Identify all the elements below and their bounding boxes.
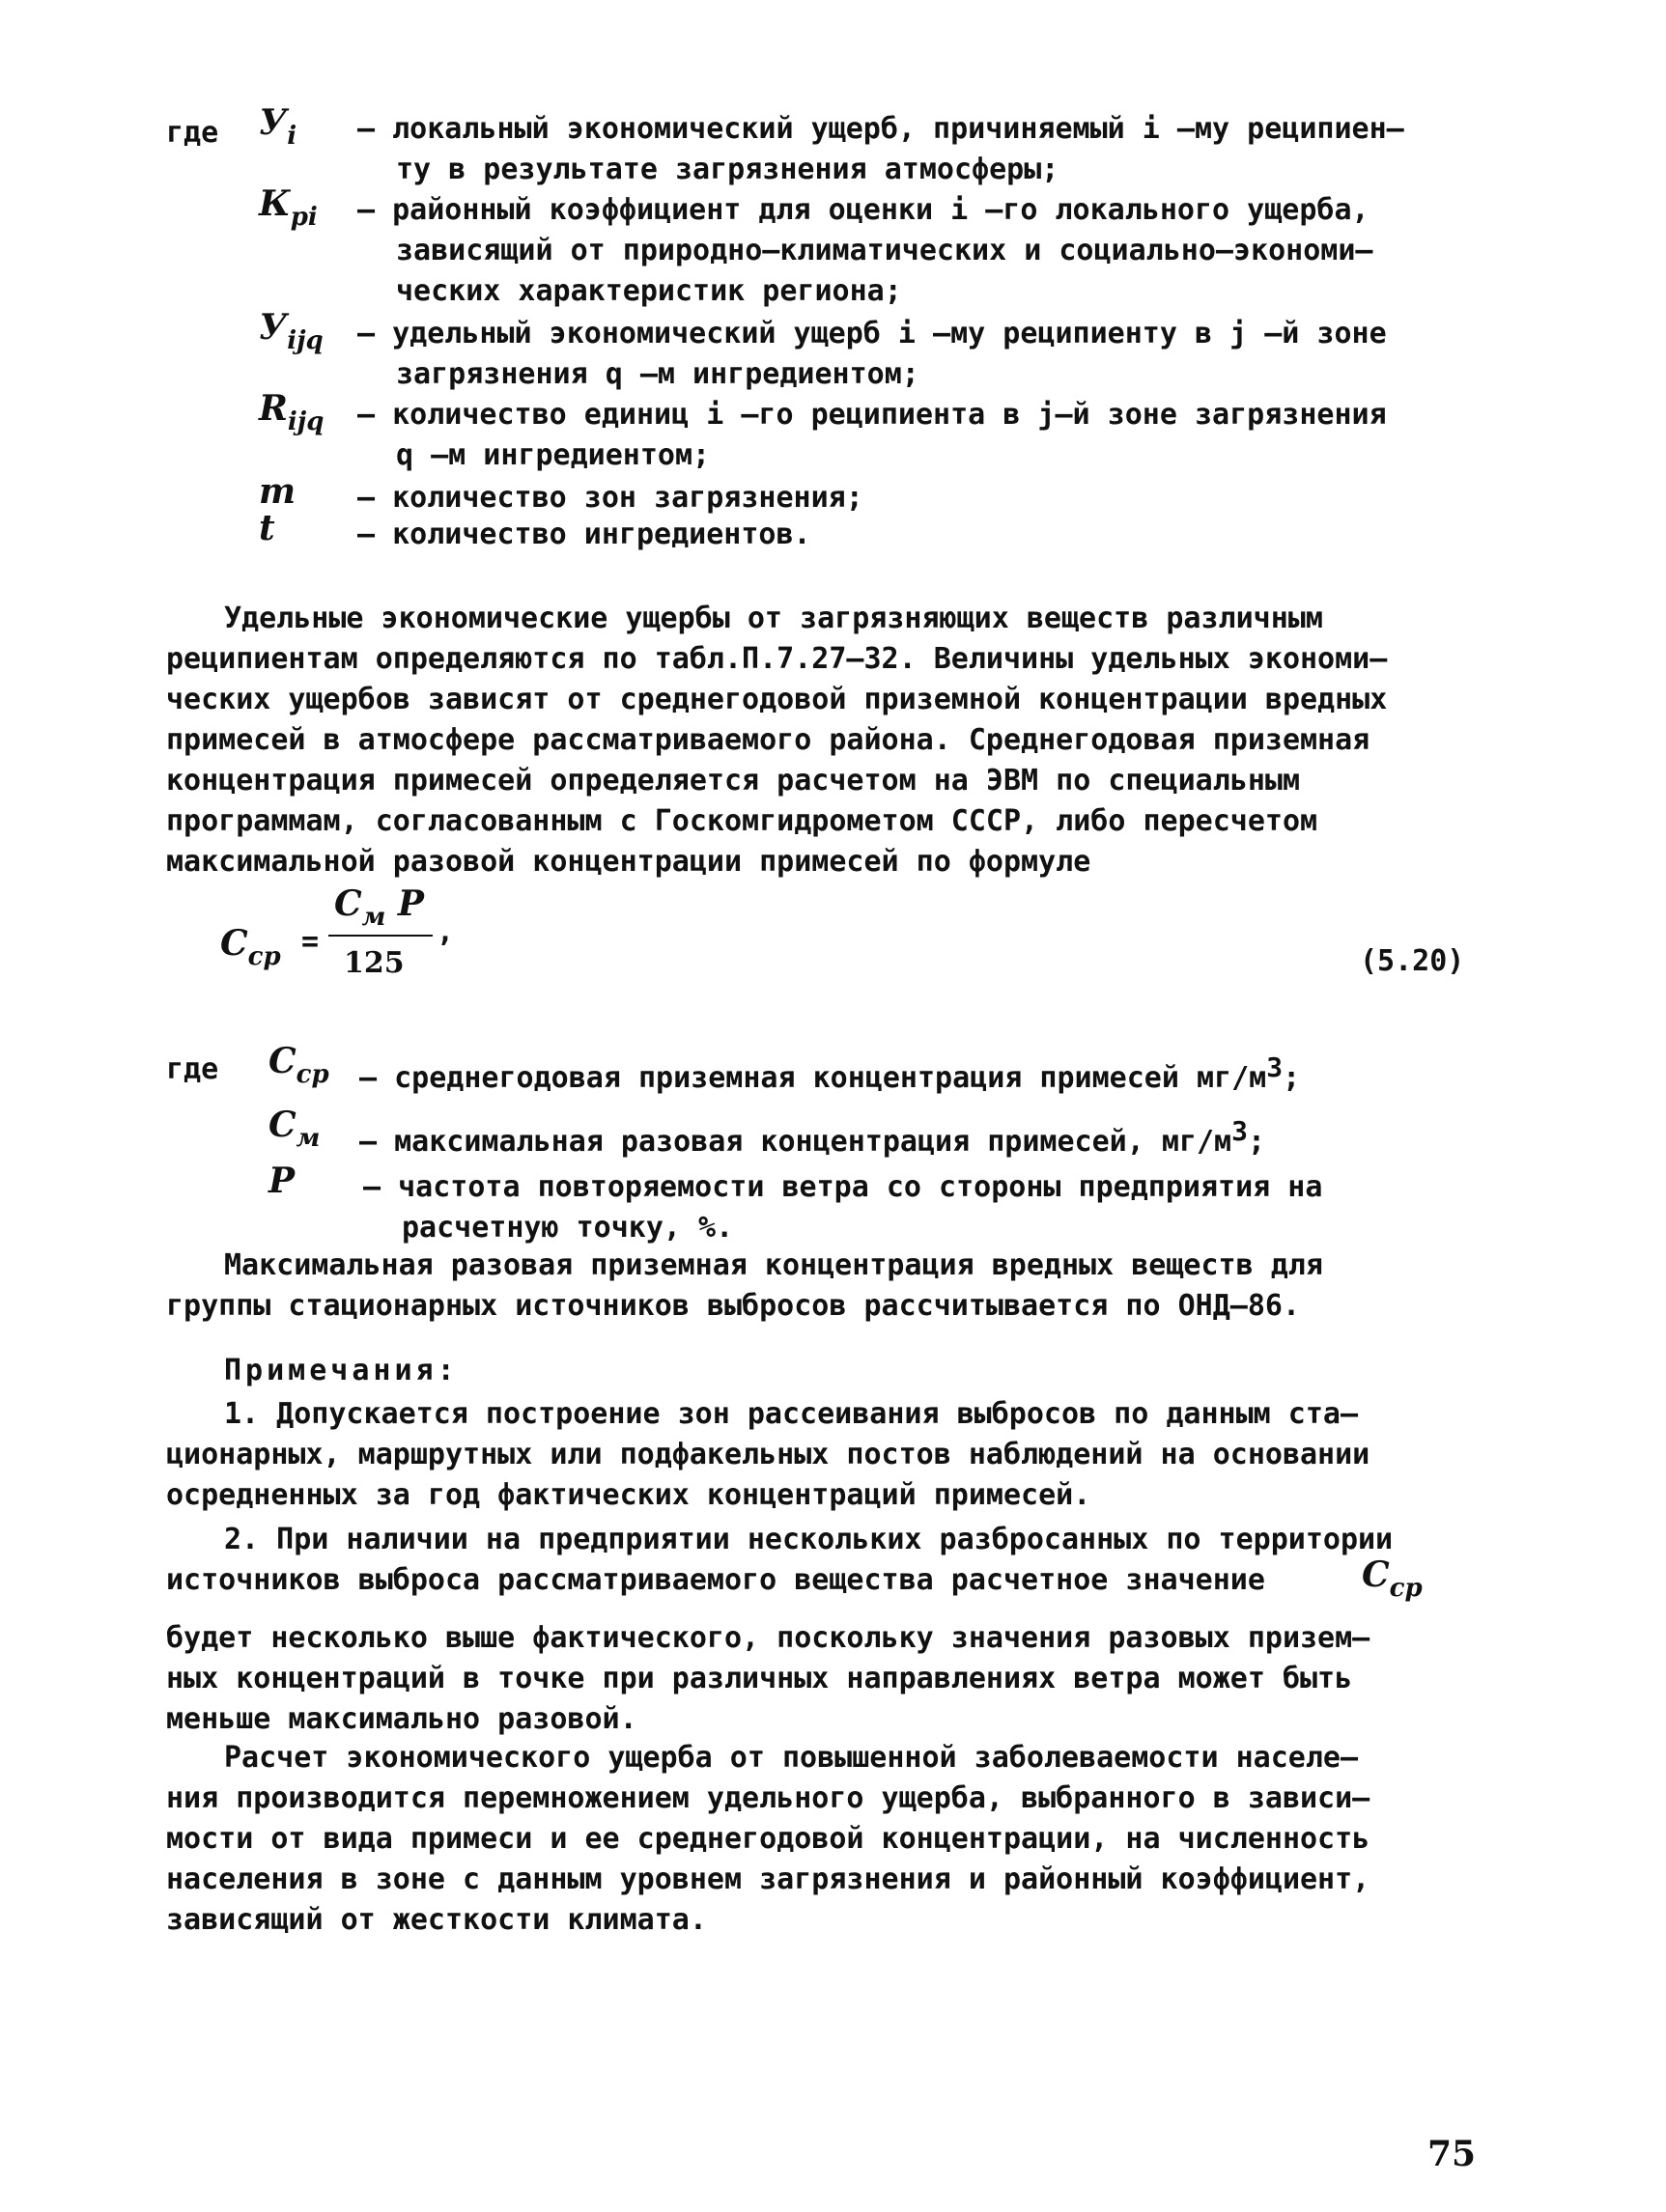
note1-line: осредненных за год фактических концентраций примесей. bbox=[166, 1478, 1091, 1512]
para1-line: программам, согласованным с Госкомгидрометом СССР, либо пересчетом bbox=[166, 804, 1318, 838]
para1-line: максимальной разовой концентрации примесей по формуле bbox=[166, 845, 1091, 879]
note2-line: 2. При наличии на предприятии нескольких разбросанных по территории bbox=[224, 1523, 1394, 1556]
paragraph-illness-damage bbox=[166, 1738, 1499, 1941]
formula-equals: = bbox=[301, 925, 320, 959]
definition-text: – локальный экономический ущерб, причиняемый i –му реципиен– bbox=[357, 112, 1404, 146]
definition-symbol: $У_{ijq}$ bbox=[259, 307, 324, 355]
definition-symbol: t bbox=[259, 508, 275, 548]
definition-text: – районный коэффициент для оценки i –го локального ущерба, bbox=[357, 193, 1370, 227]
where-label-2: где bbox=[166, 1052, 219, 1086]
definition-text: ту в результате загрязнения атмосферы; bbox=[396, 153, 1059, 186]
formula-denominator: 125 bbox=[344, 946, 405, 980]
note2-rest-line: ных концентраций в точке при различных направлениях ветра может быть bbox=[166, 1662, 1353, 1695]
para2-line: Максимальная разовая приземная концентрация вредных веществ для bbox=[224, 1248, 1323, 1282]
para3-line: населения в зоне с данным уровнем загрязнения и районный коэффициент, bbox=[166, 1862, 1370, 1896]
definition-text: – удельный экономический ущерб i –му реципиенту в j –й зоне bbox=[357, 317, 1387, 350]
note-2-first bbox=[166, 1520, 1499, 1601]
definition-text: – максимальная разовая концентрация примесей, $мг/м^3$; bbox=[359, 1115, 1265, 1159]
formula-comma: , bbox=[437, 915, 455, 949]
para3-line: ния производится перемножением удельного ущерба, выбранного в зависи– bbox=[166, 1781, 1370, 1815]
note-2-rest bbox=[166, 1618, 1499, 1740]
paragraph-concentration bbox=[166, 599, 1499, 882]
definition-symbol: $R_{ijq}$ bbox=[259, 388, 325, 436]
definition-symbol: $C_м$ bbox=[268, 1105, 321, 1153]
definition-text: зависящий от природно–климатических и социально–экономи– bbox=[396, 234, 1373, 267]
note2-line: источников выброса рассматриваемого вещества расчетное значение bbox=[166, 1563, 1265, 1597]
definition-symbol: $К_{pi}$ bbox=[259, 183, 318, 232]
para3-line: мости от вида примеси и ее среднегодовой концентрации, на численность bbox=[166, 1822, 1370, 1856]
formula-lhs: $C_{ср}$ bbox=[220, 923, 281, 971]
definition-text: – частота повторяемости ветра со стороны предприятия на bbox=[363, 1170, 1323, 1204]
para1-line: концентрация примесей определяется расчетом на ЭВМ по специальным bbox=[166, 764, 1300, 798]
para3-line: зависящий от жесткости климата. bbox=[166, 1903, 707, 1937]
definition-symbol: $C_{ср}$ bbox=[268, 1041, 329, 1089]
definition-text: ческих характеристик региона; bbox=[396, 274, 902, 308]
paragraph-ond86 bbox=[166, 1246, 1499, 1327]
definition-text: расчетную точку, %. bbox=[402, 1211, 734, 1245]
definition-symbol: $У_i$ bbox=[259, 102, 297, 151]
where-label-1: где bbox=[166, 116, 219, 150]
formula-fraction-bar bbox=[328, 935, 433, 937]
definition-symbol: P bbox=[268, 1161, 296, 1201]
note-2-symbol: $C_{ср}$ bbox=[1362, 1554, 1423, 1603]
notes-title: Примечания: bbox=[224, 1354, 459, 1387]
definition-symbol: m bbox=[259, 471, 296, 512]
formula-numerator: $C_м$ P bbox=[334, 883, 424, 932]
definition-text: – среднегодовая приземная концентрация примесей $мг/м^3$; bbox=[359, 1051, 1301, 1095]
definition-text: – количество ингредиентов. bbox=[357, 518, 811, 551]
para1-line: ческих ущербов зависят от среднегодовой приземной концентрации вредных bbox=[166, 683, 1388, 716]
definition-text: – количество единиц i –го реципиента в j–й зоне загрязнения bbox=[357, 398, 1387, 432]
para2-line: группы стационарных источников выбросов рассчитывается по ОНД–86. bbox=[166, 1289, 1300, 1323]
para1-line: Удельные экономические ущербы от загрязняющих веществ различным bbox=[224, 602, 1323, 635]
note1-line: ционарных, маршрутных или подфакельных постов наблюдений на основании bbox=[166, 1438, 1370, 1471]
note2-rest-line: будет несколько выше фактического, поскольку значения разовых призем– bbox=[166, 1621, 1370, 1655]
definition-text: q –м ингредиентом; bbox=[396, 438, 711, 472]
definition-text: – количество зон загрязнения; bbox=[357, 481, 863, 515]
para1-line: реципиентам определяются по табл.П.7.27–32. Величины удельных экономи– bbox=[166, 642, 1388, 676]
para3-line: Расчет экономического ущерба от повышенной заболеваемости населе– bbox=[224, 1741, 1358, 1775]
note-1 bbox=[166, 1394, 1499, 1516]
definition-text: загрязнения q –м ингредиентом; bbox=[396, 357, 919, 391]
formula-number: (5.20) bbox=[1360, 944, 1465, 978]
note1-line: 1. Допускается построение зон рассеивания выбросов по данным ста– bbox=[224, 1397, 1358, 1431]
page-number: 75 bbox=[1427, 2134, 1477, 2174]
para1-line: примесей в атмосфере рассматриваемого района. Среднегодовая приземная bbox=[166, 723, 1370, 757]
note2-rest-line: меньше максимально разовой. bbox=[166, 1702, 637, 1736]
